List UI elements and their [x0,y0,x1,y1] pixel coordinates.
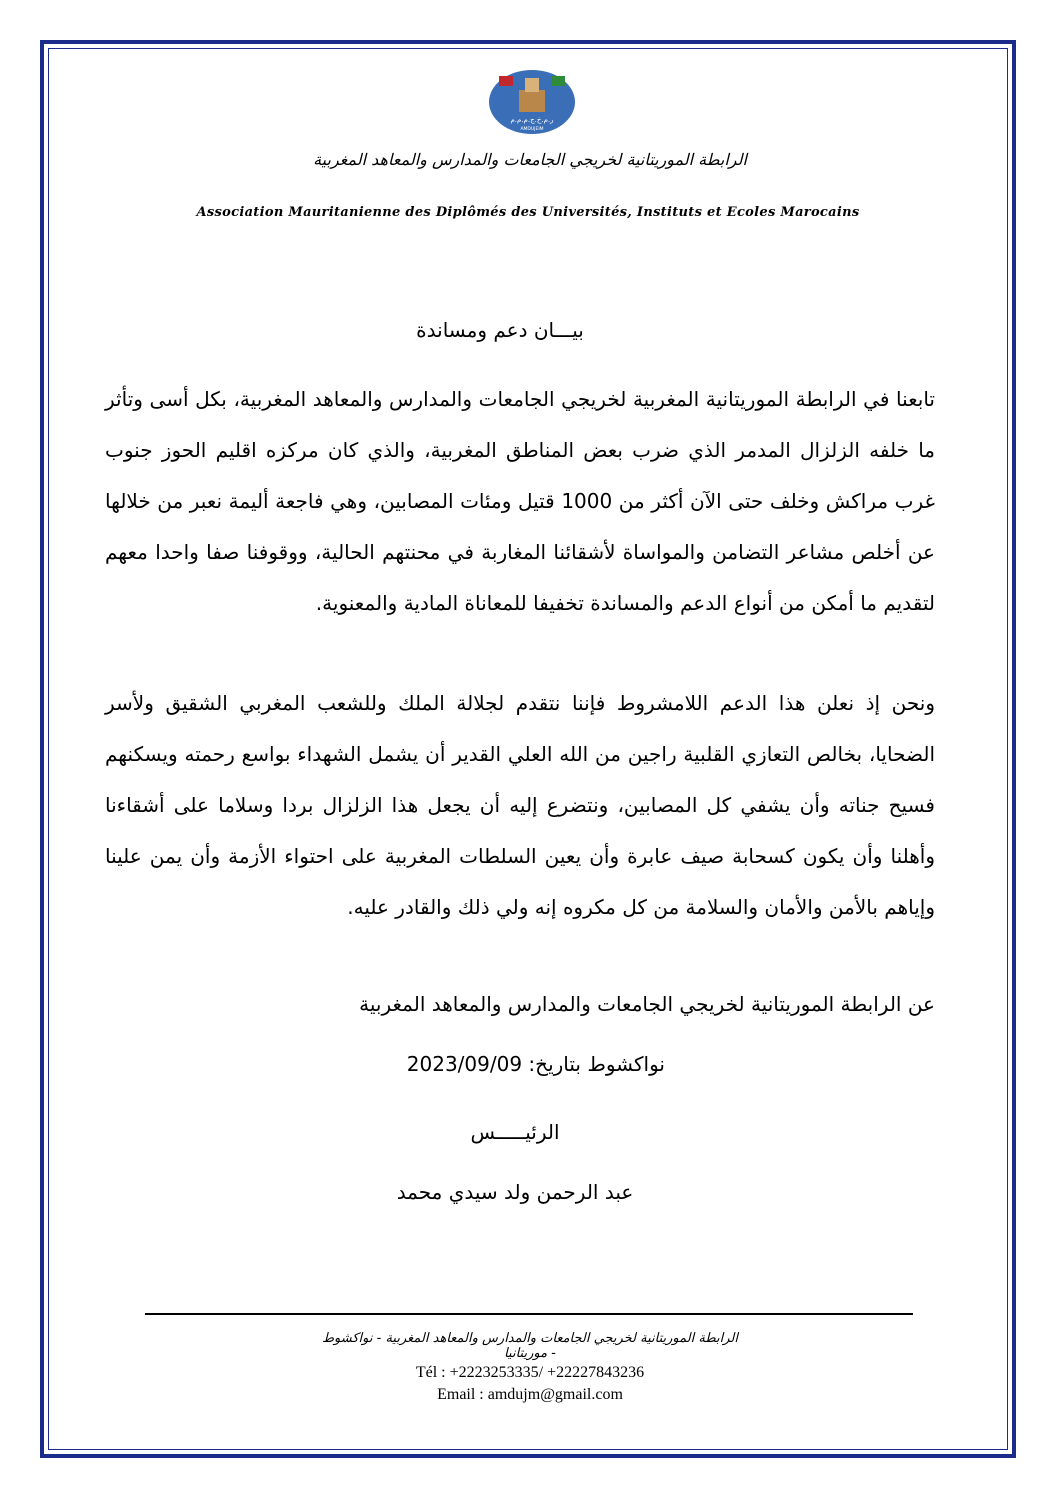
president-name: عبد الرحمن ولد سيدي محمد [396,1180,634,1204]
president-label: الرئيـــــس [470,1120,560,1144]
graduation-cap-icon [525,78,539,92]
footer-divider [145,1313,913,1315]
footer-phone: Tél : +2223253335/ +22227843236 [415,1364,645,1381]
logo-caption: ر.م.خ.ج.م.م.م [510,116,554,124]
association-logo [487,68,577,136]
date-line: نواكشوط بتاريخ: 2023/09/09 [406,1052,665,1076]
mauritania-flag-icon [551,76,565,86]
footer-address: الرابطة الموريتانية لخريجي الجامعات والمدارس والمعاهد المغربية - نواكشوط - موريتانيا [322,1331,738,1361]
logo-subcaption: AMDUJEIM [520,127,544,132]
statement-title: بيـــان دعم ومساندة [416,318,584,342]
morocco-flag-icon [499,76,513,86]
statement-paragraph-1: تابعنا في الرابطة الموريتانية المغربية لخريجي الجامعات والمدارس والمعاهد المغربية، بكل أسى وتأثر ما خلفه الزلزال المدمر الذي ضرب بعض المناطق المغربية، والذي كان مركزه اقليم الحوز جنوب غرب مراكش وخلف حتى الآن أكثر من 1000 قتيل ومئات المصابين، وهي فاجعة أليمة نعبر من خلالها عن أخلص مشاعر التضامن والمواساة لأشقائنا المغاربة في محنتهم الحالية، ووقوفنا صفا واحدا معهم لتقديم ما أمكن من أنواع الدعم والمساندة تخفيفا للمعاناة المادية والمعنوية. [105,387,935,615]
association-name-french: Association Mauritanienne des Diplômés des Universités, Instituts et Ecoles Marocains [196,205,860,220]
footer-email: Email : amdujm@gmail.com [437,1386,623,1403]
building-icon [519,90,545,112]
association-name-arabic: الرابطة الموريتانية لخريجي الجامعات والمدارس والمعاهد المغربية [313,150,747,169]
statement-paragraph-2: ونحن إذ نعلن هذا الدعم اللامشروط فإننا نتقدم لجلالة الملك وللشعب المغربي الشقيق ولأسر الضحايا، بخالص التعازي القلبية راجين من الله العلي القدير أن يشمل الشهداء بواسع رحمته ويسكنهم فسيح جناته وأن يشفي كل المصابين، ونتضرع إليه أن يجعل هذا الزلزال بردا وسلاما على أشقاءنا وأهلنا وأن يكون كسحابة صيف عابرة وأن يعين السلطات المغربية على احتواء الأزمة وأن يمن علينا وإياهم بالأمن والأمان والسلامة من كل مكروه إنه ولي ذلك والقادر عليه. [105,691,935,919]
signoff-line: عن الرابطة الموريتانية لخريجي الجامعات والمدارس والمعاهد المغربية [359,992,935,1016]
